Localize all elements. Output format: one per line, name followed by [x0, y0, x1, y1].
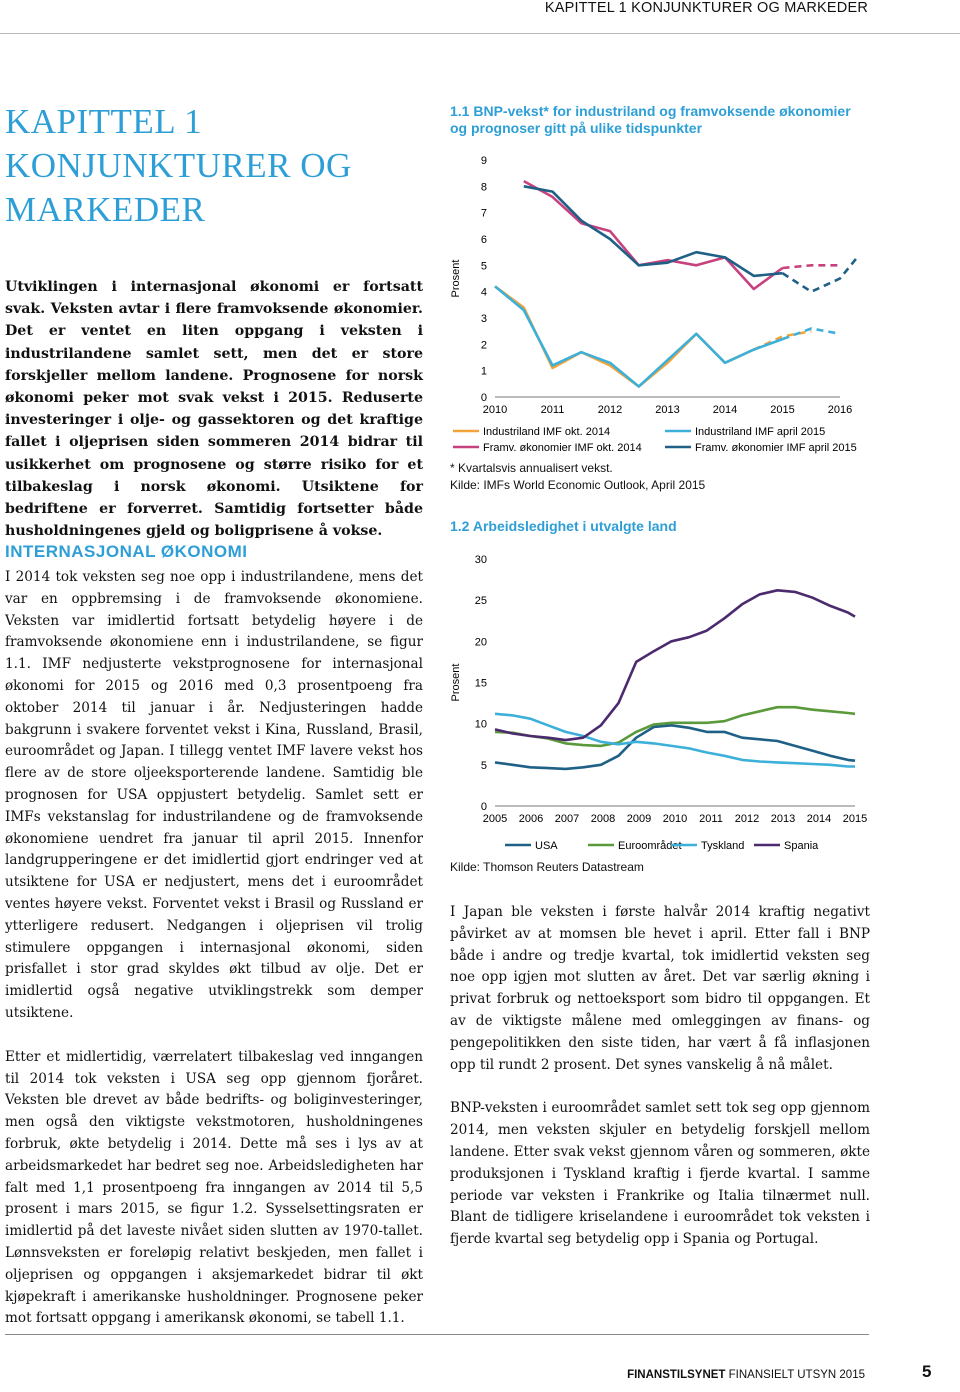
figure-1-note: * Kvartalsvis annualisert vekst.: [450, 461, 613, 475]
y-tick-label: 10: [474, 718, 487, 731]
footer-rule: [5, 1334, 869, 1335]
series-line: [495, 590, 855, 740]
intro-block: [5, 276, 423, 542]
header-rule: [0, 33, 960, 34]
section-body: [5, 567, 423, 1330]
figure-1-title: [450, 103, 851, 137]
series-line: [495, 286, 754, 386]
chapter-title-line-3: MARKEDER: [5, 190, 206, 229]
y-tick-label: 15: [474, 677, 487, 690]
footer-label-bold: FINANSTILSYNET: [627, 1369, 726, 1381]
figure-2-chart: [445, 542, 870, 860]
y-tick-label: 0: [480, 392, 487, 404]
right-paragraph-1: I Japan ble veksten i første halvår 2014 kraftig negativt påvirket av at momsen ble hevet i april. Etter fall i BNP både i andre og tredje kvartal, tok imidlertid veksten seg noe opp igjen mot slutten av året. Det var særlig økning i privat forbruk og nettoeksport som bidro til oppgangen. Et av de viktigste målene med omleggingen av finans- og pengepolitikken den siste tiden, har vært å få inflasjonen opp til rundt 2 prosent. Det synes vanskelig å nå målet.: [450, 904, 870, 1073]
chapter-title: [5, 100, 405, 232]
x-tick-label: 2016: [827, 404, 853, 416]
x-tick-label: 2015: [770, 404, 795, 416]
legend-label: Industriland IMF april 2015: [695, 426, 826, 438]
page-number: 5: [922, 1362, 932, 1381]
series-forecast-line: [783, 257, 858, 291]
figure-2-source: Kilde: Thomson Reuters Datastream: [450, 860, 644, 874]
series-line: [495, 286, 783, 386]
y-tick-label: 1: [480, 365, 487, 378]
y-axis-label: Prosent: [450, 259, 462, 298]
footer-label-rest: FINANSIELT UTSYN 2015: [725, 1369, 865, 1381]
y-tick-label: 2: [480, 339, 487, 352]
x-tick-label: 2014: [806, 813, 832, 825]
x-tick-label: 2013: [655, 404, 680, 416]
x-tick-label: 2010: [482, 404, 508, 416]
section-paragraph-1: I 2014 tok veksten seg noe opp i industrilandene, mens det var en oppbremsing i de framvoksende økonomiene. Veksten var imidlertid fortsatt betydelig høyere i de framvoksende økonomiene enn i industrilandene, se figur 1.1. IMF nedjusterte vekstprognosene for internasjonal økonomi for 2015 og 2016 med 0,3 prosentpoeng fra oktober 2014 til januar i år. Nedjusteringen hadde bakgrunn i svakere forventet vekst i Kina, Russland, Brasil, euroområdet og Japan. I tillegg ventet IMF lavere vekst hos flere av de store oljeeksporterende landene. Samtidig ble prognosen for USA oppjustert betydelig. Samlet sett er IMFs vekstanslag for industrilandene og de framvoksende økonomiene uendret fra januar til april 2015. Innenfor landgrupperingene er det imidlertid gjort endringer ved at utsiktene for USA er nedjustert, mens det i euroområdet ventes høyere vekst. Forventet vekst i Brasil og Russland er ytterligere redusert. Nedgangen i oljeprisen vil trolig stimulere oppgangen i internasjonal økonomi, siden prisfallet i stor grad skyldes økt tilbud av olje. Det er imidlertid også negative utviklingstrekk som demper utsiktene.: [5, 569, 423, 1021]
y-tick-label: 30: [474, 554, 487, 566]
x-tick-label: 2008: [590, 813, 616, 825]
figure-1-chart: [445, 140, 870, 460]
x-tick-label: 2010: [662, 813, 688, 825]
y-axis-label: Prosent: [450, 663, 462, 702]
running-header: [0, 0, 960, 40]
x-tick-label: 2009: [626, 813, 652, 825]
x-tick-label: 2005: [482, 813, 508, 825]
x-tick-label: 2012: [597, 404, 623, 416]
figure-1-title-line-1: 1.1 BNP-vekst* for industriland og framvoksende økonomier: [450, 103, 851, 119]
x-tick-label: 2011: [540, 404, 565, 416]
x-tick-label: 2012: [734, 813, 760, 825]
running-head-text: KAPITTEL 1 KONJUNKTURER OG MARKEDER: [544, 0, 868, 16]
figure-1-source: Kilde: IMFs World Economic Outlook, April 2015: [450, 478, 706, 492]
figure-1-title-line-2: og prognoser gitt på ulike tidspunkter: [450, 120, 703, 136]
intro-paragraph: Utviklingen i internasjonal økonomi er fortsatt svak. Veksten avtar i flere framvoksende økonomier. Det er ventet en liten oppgang i veksten i industrilandene samlet sett, men det er store forskjeller mellom landene. Prognosene for norsk økonomi peker mot svak vekst i 2015. Reduserte investeringer i olje- og gassektoren og det kraftige fallet i oljeprisen siden sommeren 2014 bidrar til usikkerhet om prognosene og større risiko for et tilbakeslag i norsk økonomi. Utsiktene for bedriftene er forverret. Samtidig fortsetter både husholdningenes gjeld og boligprisene å vokse.: [5, 279, 423, 540]
legend-label: Framv. økonomier IMF okt. 2014: [483, 442, 642, 454]
y-tick-label: 20: [474, 636, 487, 649]
right-column-body: [450, 902, 870, 1251]
figure-2-title: 1.2 Arbeidsledighet i utvalgte land: [450, 518, 677, 534]
chapter-title-line-1: KAPITTEL 1: [5, 102, 203, 141]
x-tick-label: 2013: [770, 813, 796, 825]
footer-label: [627, 1369, 865, 1381]
series-line: [524, 181, 783, 289]
y-tick-label: 5: [480, 260, 487, 273]
x-tick-label: 2006: [518, 813, 544, 825]
section-paragraph-2: Etter et midlertidig, værrelatert tilbakeslag ved inngangen til 2014 tok veksten i USA seg opp gjennom fjoråret. Veksten ble drevet av både bedrifts- og boliginvesteringer, men også den viktigste vekstmotoren, husholdningenes forbruk, økte betydelig i 2014. Dette må ses i lys av at arbeidsmarkedet har bedret seg noe. Arbeidsledigheten har falt med 1,1 prosentpoeng fra inngangen av 2014 til 5,5 prosent i mars 2015, se figur 1.2. Sysselsettingsraten er imidlertid på det laveste nivået siden slutten av 1970-tallet. Lønnsveksten er foreløpig relativt beskjeden, men fallet i oljeprisen og oppgangen i aksjemarkedet bidrar til økt kjøpekraft i amerikanske husholdninger. Prognosene peker mot fortsatt oppgang i amerikansk økonomi, se tabell 1.1.: [5, 1048, 423, 1327]
series-forecast-line: [783, 265, 841, 268]
y-tick-label: 5: [480, 759, 487, 772]
right-paragraph-2: BNP-veksten i euroområdet samlet sett tok seg opp gjennom 2014, men veksten skjuler en betydelig forskjell mellom landene. Etter svak vekst gjennom våren og sommeren, økte produksjonen i Tyskland kraftig i fjerde kvartal. I samme periode var veksten i Frankrike og Italia tilnærmet null. Blant de tidligere kriselandene i euroområdet tok veksten i fjerde kvartal seg betydelig opp i Spania og Portugal.: [450, 1100, 870, 1248]
legend-label: Spania: [784, 840, 819, 852]
y-tick-label: 9: [480, 155, 487, 167]
y-tick-label: 3: [480, 313, 487, 325]
chapter-title-line-2: KONJUNKTURER OG: [5, 146, 352, 185]
x-tick-label: 2015: [842, 813, 868, 825]
y-tick-label: 7: [480, 207, 487, 220]
legend-label: Industriland IMF okt. 2014: [483, 426, 611, 438]
section-heading: INTERNASJONAL ØKONOMI: [5, 542, 248, 561]
x-tick-label: 2011: [699, 813, 723, 825]
y-tick-label: 6: [480, 234, 487, 246]
legend-label: USA: [535, 840, 558, 852]
y-tick-label: 25: [474, 595, 487, 608]
x-tick-label: 2007: [554, 813, 580, 825]
legend-label: Euroområdet: [618, 840, 682, 852]
y-tick-label: 4: [480, 286, 487, 299]
x-tick-label: 2014: [712, 404, 738, 416]
legend-label: Framv. økonomier IMF april 2015: [695, 442, 857, 454]
y-tick-label: 8: [480, 181, 487, 194]
legend-label: Tyskland: [701, 840, 745, 852]
y-tick-label: 0: [480, 801, 487, 813]
